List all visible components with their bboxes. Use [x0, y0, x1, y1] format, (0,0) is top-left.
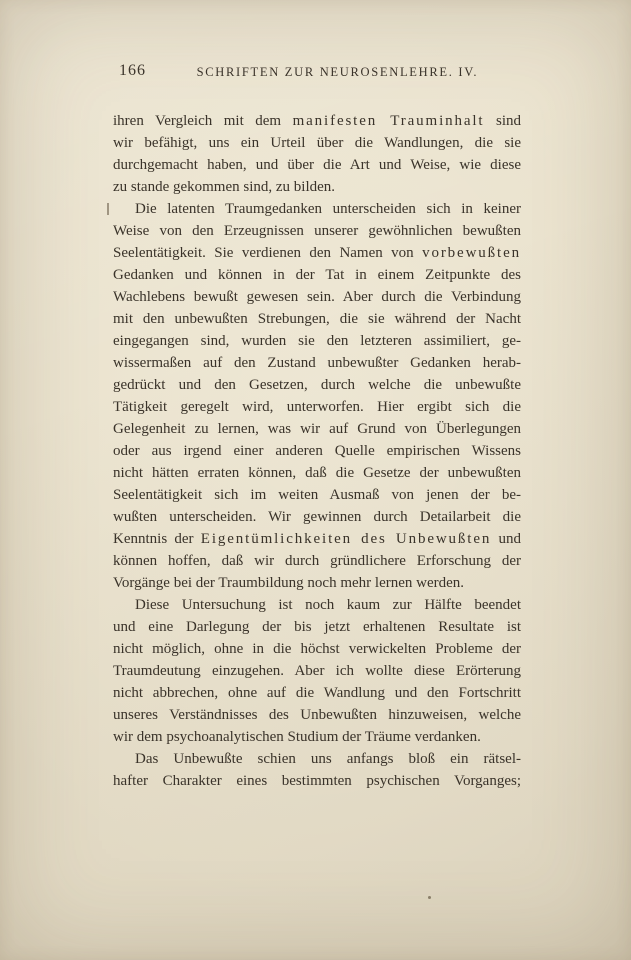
emphasized-text: Eigentümlichkeiten des Unbewußten [200, 531, 492, 547]
text-run: wir befähigt, uns ein Urteil über die Wandlungen, die sie [113, 135, 521, 151]
text-run: Die latenten Traumgedanken unterscheiden sich in keiner [135, 201, 521, 217]
text-line [113, 572, 521, 594]
text-line [113, 352, 521, 374]
text-run: Diese Untersuchung ist noch kaum zur Hälfte beendet [135, 597, 521, 613]
text-run: Vorgänge bei der Traumbildung noch mehr lernen werden. [113, 575, 465, 591]
text-run: eingegangen sind, wurden sie den letzteren assimiliert, ge- [113, 333, 521, 349]
text-line [113, 748, 521, 770]
text-line [113, 132, 521, 154]
text-run: Seelentätigkeit sich im weiten Ausmaß von jenen der be- [113, 487, 521, 503]
text-line [113, 484, 521, 506]
text-run: können hoffen, daß wir durch gründlichere Erforschung der [113, 553, 521, 569]
text-run: und [491, 531, 522, 547]
text-line [113, 770, 521, 792]
text-run: zu stande gekommen sind, zu bilden. [113, 179, 336, 195]
text-run: Weise von den Erzeugnissen unserer gewöhnlichen bewußten [113, 223, 521, 239]
text-run: Kenntnis der [113, 531, 201, 547]
text-run: ihren Vergleich mit dem [113, 113, 293, 129]
text-run: oder aus irgend einer anderen Quelle empirischen Wissens [113, 443, 521, 459]
text-run: Gelegenheit zu lernen, was wir auf Grund von Überlegungen [113, 421, 521, 437]
text-run: unseres Verständnisses des Unbewußten hinzuweisen, welche [113, 707, 521, 723]
paragraph [113, 748, 521, 792]
text-line [113, 308, 521, 330]
print-artifact-tick [107, 203, 109, 215]
text-line [113, 198, 521, 220]
running-title: SCHRIFTEN ZUR NEUROSENLEHRE. IV. [196, 65, 479, 79]
text-line [113, 264, 521, 286]
emphasized-text: manifesten Trauminhalt [292, 113, 485, 129]
running-header [113, 62, 521, 84]
text-line [113, 594, 521, 616]
text-run: Wachlebens bewußt gewesen sein. Aber durch die Verbindung [113, 289, 521, 305]
text-block [113, 110, 521, 792]
text-run: mit den unbewußten Strebungen, die sie während der Nacht [113, 311, 521, 327]
text-line [113, 506, 521, 528]
text-run: wissermaßen auf den Zustand unbewußter Gedanken herab- [113, 355, 521, 371]
text-line [113, 418, 521, 440]
text-run: Das Unbewußte schien uns anfangs bloß ein rätsel- [135, 751, 521, 767]
paragraph [113, 594, 521, 748]
text-line [113, 176, 521, 198]
text-run: und eine Darlegung der bis jetzt erhaltenen Resultate ist [113, 619, 521, 635]
text-run: Tätigkeit geregelt wird, unterworfen. Hier ergibt sich die [113, 399, 521, 415]
text-line [113, 462, 521, 484]
text-line [113, 682, 521, 704]
page-number: 166 [119, 62, 146, 79]
text-line [113, 550, 521, 572]
text-line [113, 330, 521, 352]
text-line [113, 286, 521, 308]
text-run: Traumdeutung einzugehen. Aber ich wollte diese Erörterung [113, 663, 521, 679]
text-run: nicht hätten erraten können, daß die Gesetze der unbewußten [113, 465, 521, 481]
text-line [113, 638, 521, 660]
text-run: gedrückt und den Gesetzen, durch welche die unbewußte [113, 377, 521, 393]
text-run: nicht möglich, ohne in die höchst verwickelten Probleme der [113, 641, 521, 657]
paragraph [113, 198, 521, 594]
text-line [113, 660, 521, 682]
text-run: wir dem psychoanalytischen Studium der Träume verdanken. [113, 729, 481, 745]
text-line [113, 528, 521, 550]
text-line [113, 726, 521, 748]
text-line [113, 704, 521, 726]
text-run: Seelentätigkeit. Sie verdienen den Namen von [113, 245, 423, 261]
text-run: durchgemacht haben, und über die Art und Weise, wie diese [113, 157, 521, 173]
paragraph [113, 110, 521, 198]
print-artifact-dot [428, 896, 431, 899]
text-line [113, 440, 521, 462]
text-line [113, 374, 521, 396]
emphasized-text: vorbewußten [422, 245, 521, 261]
text-line [113, 396, 521, 418]
text-line [113, 110, 521, 132]
text-run: hafter Charakter eines bestimmten psychischen Vorganges; [113, 773, 521, 789]
text-run: nicht abbrechen, ohne auf die Wandlung und den Fortschritt [113, 685, 521, 701]
text-line [113, 154, 521, 176]
text-run: wußten unterscheiden. Wir gewinnen durch Detailarbeit die [113, 509, 521, 525]
text-run: Gedanken und können in der Tat in einem Zeitpunkte des [113, 267, 521, 283]
text-run: sind [484, 113, 521, 129]
text-line [113, 242, 521, 264]
text-line [113, 220, 521, 242]
text-line [113, 616, 521, 638]
